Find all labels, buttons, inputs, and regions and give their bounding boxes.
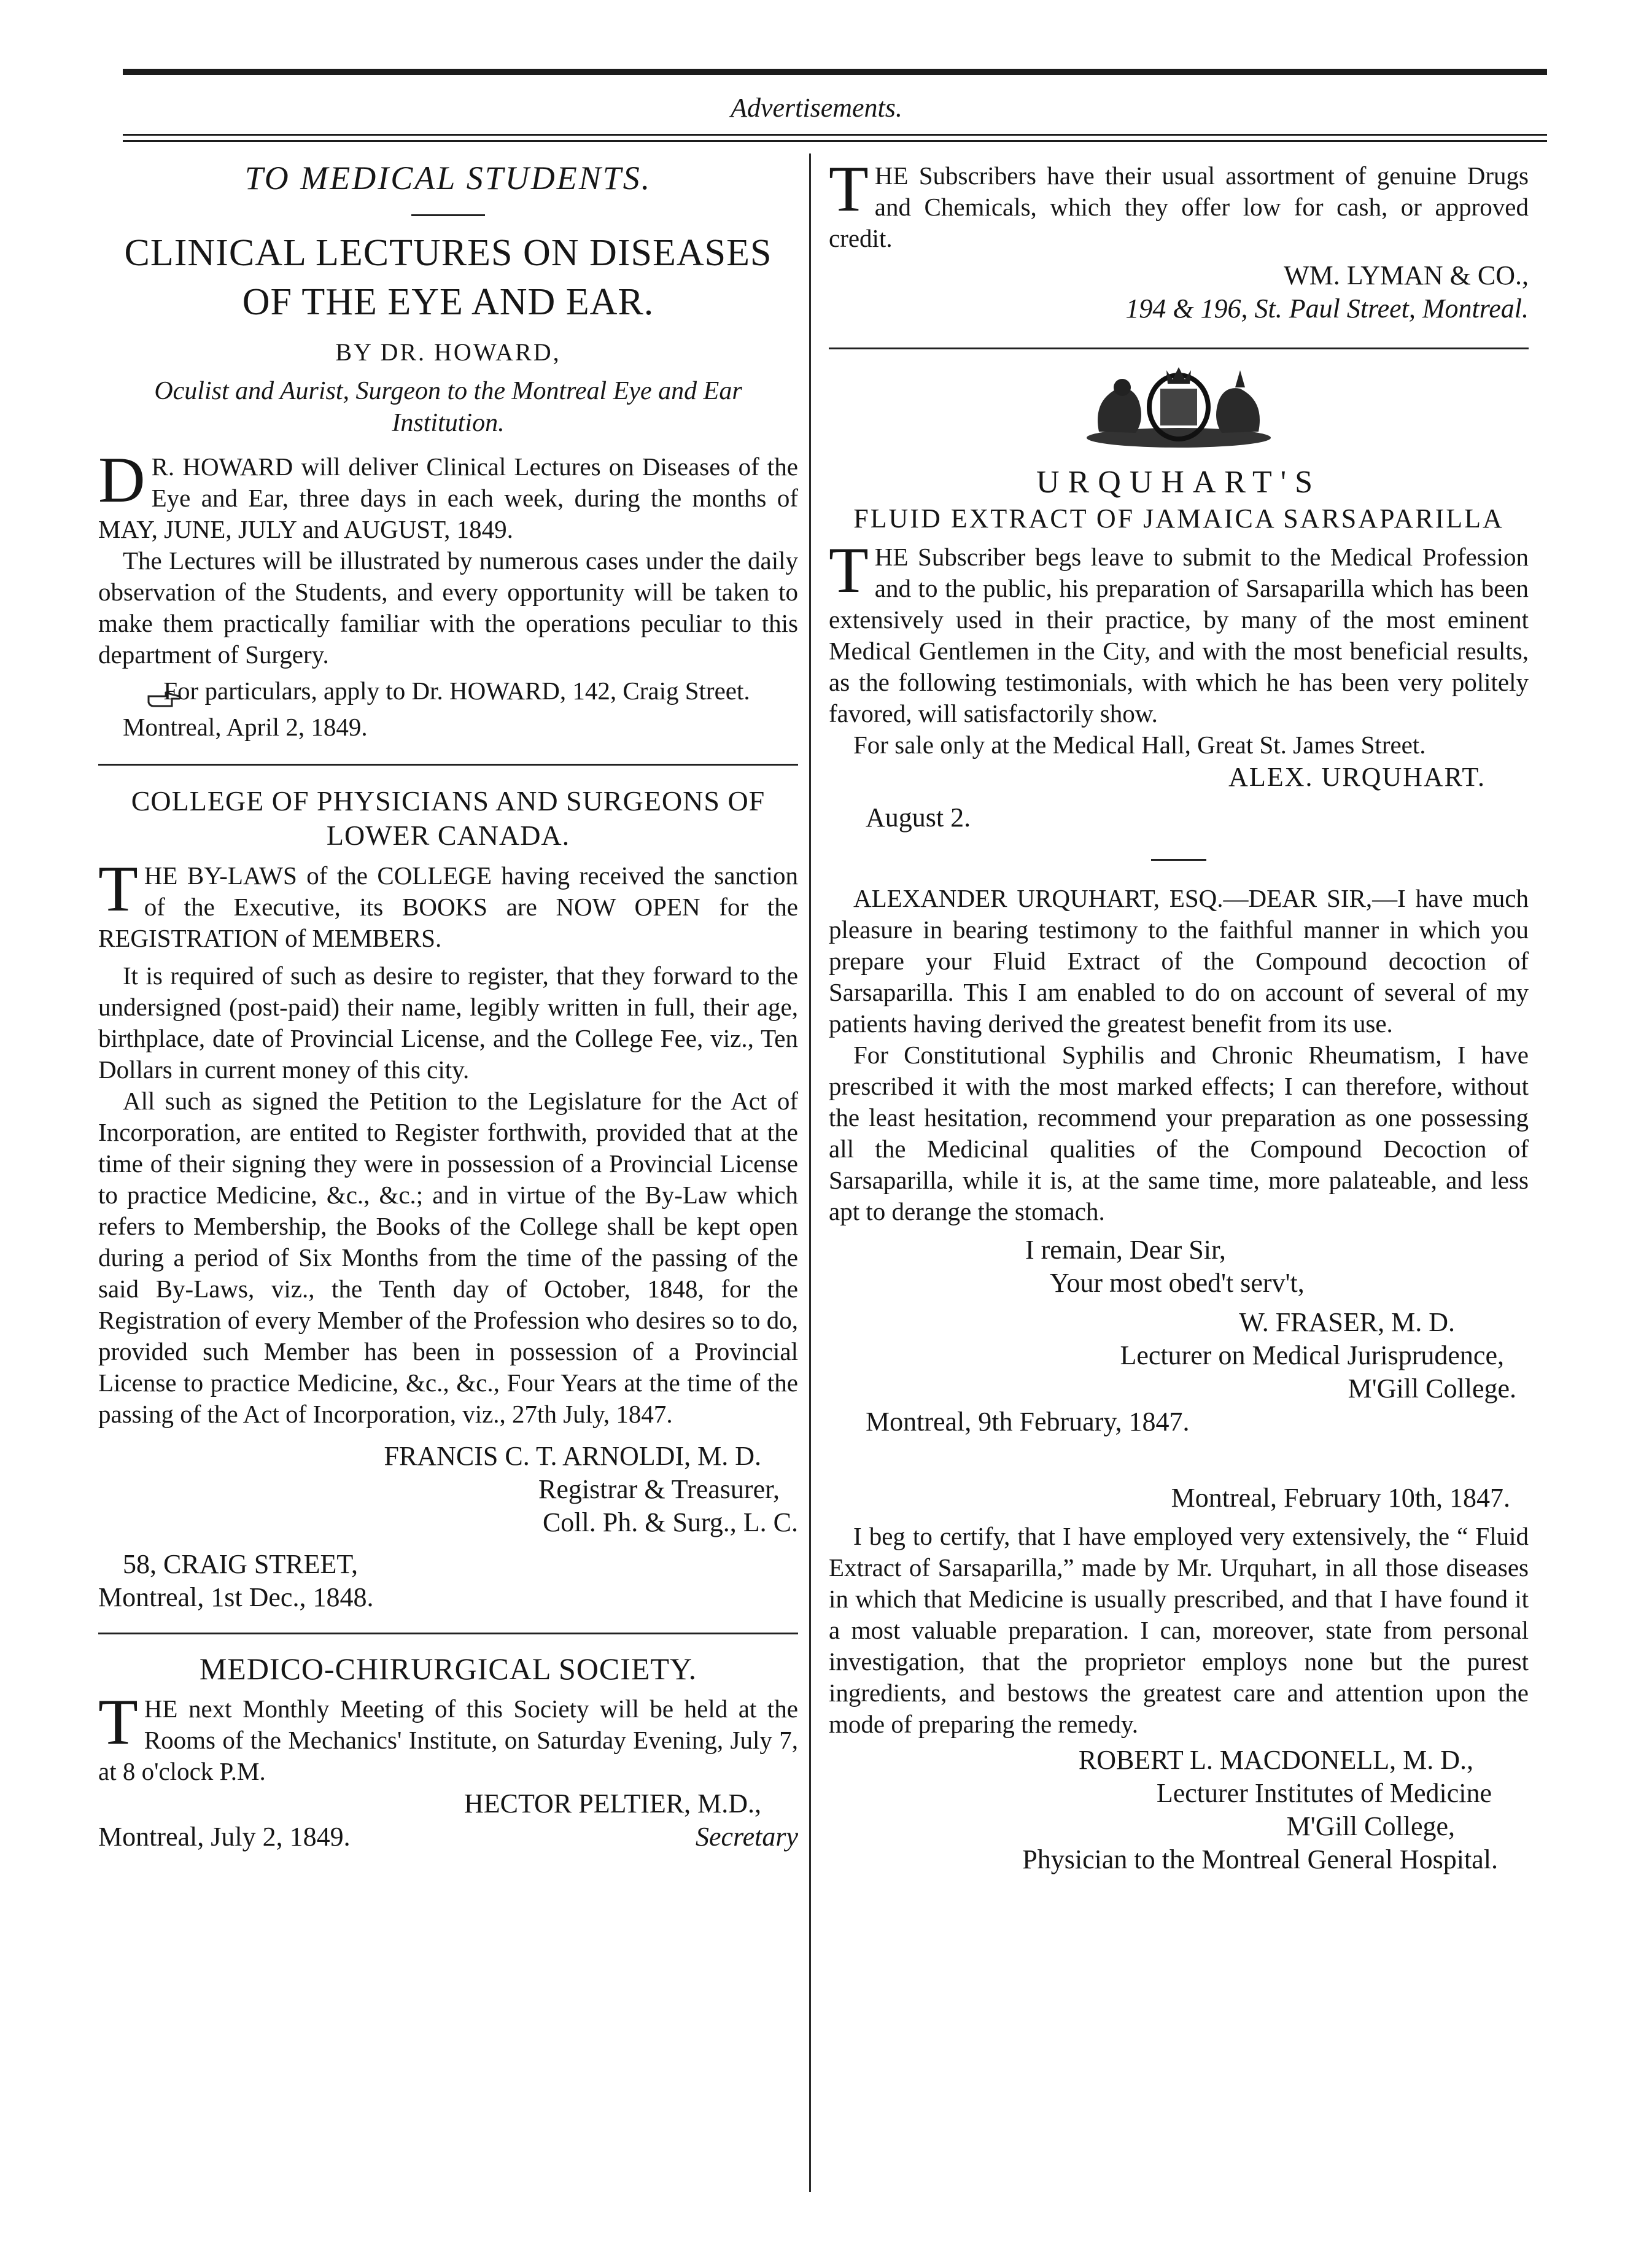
drop-cap: T: [98, 853, 138, 925]
society-ad: [98, 1652, 798, 1854]
signer-role: Physician to the Montreal General Hospital.: [1022, 1844, 1498, 1874]
drop-cap: T: [829, 534, 869, 606]
paragraph: HE next Monthly Meeting of this Society will be held at the Rooms of the Mechanics' Institute, on Saturday Evening, July 7, at 8 o'clock P.M.: [98, 1695, 798, 1785]
right-column: [829, 150, 1529, 1876]
closing: Your most obed't serv't,: [1050, 1268, 1305, 1298]
header-double-rule-upper: [123, 134, 1547, 136]
dateline: Montreal, 9th February, 1847.: [866, 1407, 1190, 1437]
top-border-rule: [123, 69, 1547, 75]
signer-role: Lecturer Institutes of Medicine: [1156, 1778, 1492, 1808]
firm-address: 194 & 196, St. Paul Street, Montreal.: [1125, 293, 1529, 324]
medical-lectures-ad: [98, 159, 798, 743]
signer-role: M'Gill College.: [1348, 1373, 1516, 1404]
signer-role: Secretary: [696, 1822, 798, 1852]
paragraph: R. HOWARD will deliver Clinical Lectures on Diseases of the Eye and Ear, three days in each week, during the months of MAY, JUNE, JULY and AUGUST, 1849.: [98, 452, 798, 543]
credentials: Oculist and Aurist, Surgeon to the Montreal Eye and Ear Institution.: [154, 377, 742, 437]
drop-cap: T: [829, 153, 869, 225]
ad-title: MEDICO-CHIRURGICAL SOCIETY.: [199, 1652, 697, 1686]
dateline: Montreal, April 2, 1849.: [123, 713, 368, 741]
paragraph: It is required of such as desire to register, that they forward to the undersigned (post-paid) their name, legibly written in full, their age, birthplace, date of Provincial License, and the College Fee, viz., Ten Dollars in current money of this city.: [98, 961, 798, 1084]
short-rule: [411, 214, 485, 216]
section-rule: [829, 348, 1529, 349]
paragraph: For sale only at the Medical Hall, Great St. James Street.: [853, 731, 1426, 759]
ad-title-line1: CLINICAL LECTURES ON DISEASES: [124, 232, 772, 274]
lyman-ad: [829, 153, 1529, 325]
testimonial-paragraph: For Constitutional Syphilis and Chronic Rheumatism, I have prescribed it with the most marked effects; I can therefore, without the least hesitation, recommend your preparation as one possessing all the Medicinal qualities of the Compound Decoction of Sarsaparilla, while it is, at the same time, more palateable, and less apt to derange the stomach.: [829, 1041, 1529, 1225]
dateline: Montreal, 1st Dec., 1848.: [98, 1582, 374, 1612]
drop-cap: T: [98, 1686, 138, 1758]
column-divider: [809, 153, 811, 2192]
signer: ALEX. URQUHART.: [1228, 762, 1486, 792]
byline: BY DR. HOWARD,: [335, 338, 561, 366]
paragraph: HE Subscribers have their usual assortment of genuine Drugs and Chemicals, which they offer low for cash, or approved credit.: [829, 161, 1529, 252]
royal-arms-emblem: [829, 364, 1529, 459]
signer: W. FRASER, M. D.: [1239, 1307, 1455, 1337]
paragraph: HE Subscriber begs leave to submit to the Medical Profession and to the public, his preparation of Sarsaparilla which has been extensively used in their practice, by many of the most eminent Medical Gentlemen in the City, and with the most beneficial results, as the following testimonials, with which he has been very politely favored, will satisfactorily show.: [829, 543, 1529, 728]
signer-role: Coll. Ph. & Surg., L. C.: [542, 1507, 798, 1537]
ad-subtitle: FLUID EXTRACT OF JAMAICA SARSAPARILLA: [853, 503, 1504, 534]
signer: HECTOR PELTIER, M.D.,: [464, 1788, 761, 1819]
college-ad: [98, 784, 798, 1614]
signer-role: Lecturer on Medical Jurisprudence,: [1120, 1340, 1504, 1370]
firm-name: WM. LYMAN & CO.,: [1284, 260, 1529, 290]
urquhart-ad: [829, 364, 1529, 1876]
testimonial-paragraph: I beg to certify, that I have employed very extensively, the “ Fluid Extract of Sarsaparilla,” made by Mr. Urquhart, in all those diseases in which that Medicine is usually prescribed, and that I have found it a most valuable preparation. I can, moreover, state from personal investigation, that the proprietor employs none but the purest ingredients, and bestows the greatest care and attention upon the mode of preparing the remedy.: [829, 1522, 1529, 1738]
running-head: Advertisements.: [731, 93, 902, 123]
left-column: [98, 150, 798, 1854]
drop-cap: D: [98, 444, 145, 516]
dateline: Montreal, February 10th, 1847.: [1171, 1483, 1510, 1513]
paragraph: For particulars, apply to Dr. HOWARD, 142, Craig Street.: [163, 677, 750, 705]
ad-title-line2: OF THE EYE AND EAR.: [242, 281, 654, 323]
ad-title: COLLEGE OF PHYSICIANS AND SURGEONS OF LOWER CANADA.: [131, 785, 766, 851]
section-rule: [98, 1633, 798, 1634]
signer: FRANCIS C. T. ARNOLDI, M. D.: [384, 1441, 761, 1471]
closing: I remain, Dear Sir,: [1025, 1235, 1226, 1265]
section-rule: [98, 764, 798, 766]
signer-role: Registrar & Treasurer,: [538, 1474, 780, 1504]
short-rule: [1151, 859, 1206, 861]
paragraph: HE BY-LAWS of the COLLEGE having received the sanction of the Executive, its BOOKS are NOW OPEN for the REGISTRATION of MEMBERS.: [98, 861, 798, 952]
ad-title: URQUHART'S: [1036, 465, 1322, 500]
signer-role: M'Gill College,: [1286, 1811, 1455, 1841]
ad-heading: TO MEDICAL STUDENTS.: [244, 160, 652, 196]
header-double-rule-lower: [123, 140, 1547, 142]
pointing-hand-icon: [123, 685, 157, 703]
date: August 2.: [866, 802, 971, 833]
testimonial-paragraph: ALEXANDER URQUHART, ESQ.—DEAR SIR,—I have much pleasure in bearing testimony to the faithful manner in which you prepare your Fluid Extract of the Compound decoction of Sarsaparilla. This I am enabled to do on account of several of my patients having derived the greatest benefit from its use.: [829, 884, 1529, 1038]
address: 58, CRAIG STREET,: [123, 1549, 358, 1579]
paragraph: The Lectures will be illustrated by numerous cases under the daily observation of the Students, and every opportunity will be taken to make them practically familiar with the operations peculiar to this department of Surgery.: [98, 546, 798, 669]
paragraph: All such as signed the Petition to the Legislature for the Act of Incorporation, are entited to Register forthwith, provided that at the time of their signing they were in possession of a Provincial License to practice Medicine, &c., &c.; and in virtue of the By-Law which refers to Membership, the Books of the College shall be kept open during a period of Six Months from the time of the passing of the said By-Laws, viz., the Tenth day of October, 1848, for the Registration of every Member of the Profession who desires so to do, provided such Member has been in possession of a Provincial License to practice Medicine, &c., &c., Four Years at the time of the passing of the Act of Incorporation, viz., 27th July, 1847.: [98, 1087, 798, 1428]
dateline: Montreal, July 2, 1849.: [98, 1822, 351, 1852]
signer: ROBERT L. MACDONELL, M. D.,: [1078, 1745, 1473, 1775]
